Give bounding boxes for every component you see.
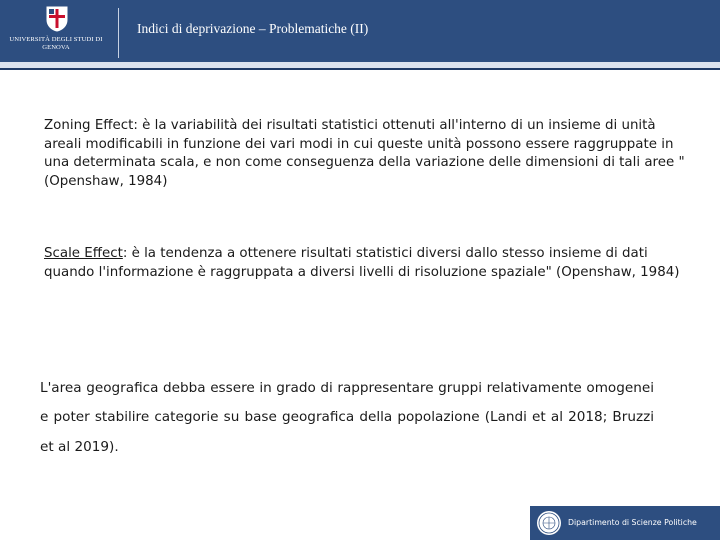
scale-effect-paragraph (44, 245, 694, 282)
zoning-effect-paragraph (44, 117, 694, 191)
department-name: Dipartimento di Scienze Politiche (568, 518, 697, 527)
scale-effect-text: : è la tendenza a ottenere risultati statistici diversi dallo stesso insieme di dati quando l'informazione è raggruppata a diversi livelli di risoluzione spaziale" (Openshaw, 1984) (44, 246, 680, 280)
scale-effect-term: Scale Effect (44, 246, 123, 261)
department-emblem-icon (536, 510, 562, 536)
header-divider (118, 8, 119, 58)
university-logo (8, 6, 104, 58)
geographic-area-paragraph: L'area geografica debba essere in grado di rappresentare gruppi relativamente omogenei e poter stabilire categorie su base geografica della popolazione (Landi et al 2018; Bruzzi et al 2019). (40, 380, 654, 455)
zoning-effect-text: : è la variabilità dei risultati statistici ottenuti all'interno di un insieme di unità areali modificabili in funzione dei vari modi in cui queste unità possono essere raggruppate in una determinata scala, e non come conseguenza della variazione delle dimensioni di tali aree "(Openshaw, 1984) (44, 118, 685, 189)
slide-header (0, 0, 720, 62)
header-stripe-dark (0, 68, 720, 70)
slide-title: Indici di deprivazione – Problematiche (II) (137, 21, 369, 36)
zoning-effect-term: Zoning Effect (44, 118, 134, 133)
slide-footer (530, 506, 720, 540)
university-seal-icon (46, 6, 68, 32)
university-name: UNIVERSITÀ DEGLI STUDI DI GENOVA (9, 36, 103, 51)
